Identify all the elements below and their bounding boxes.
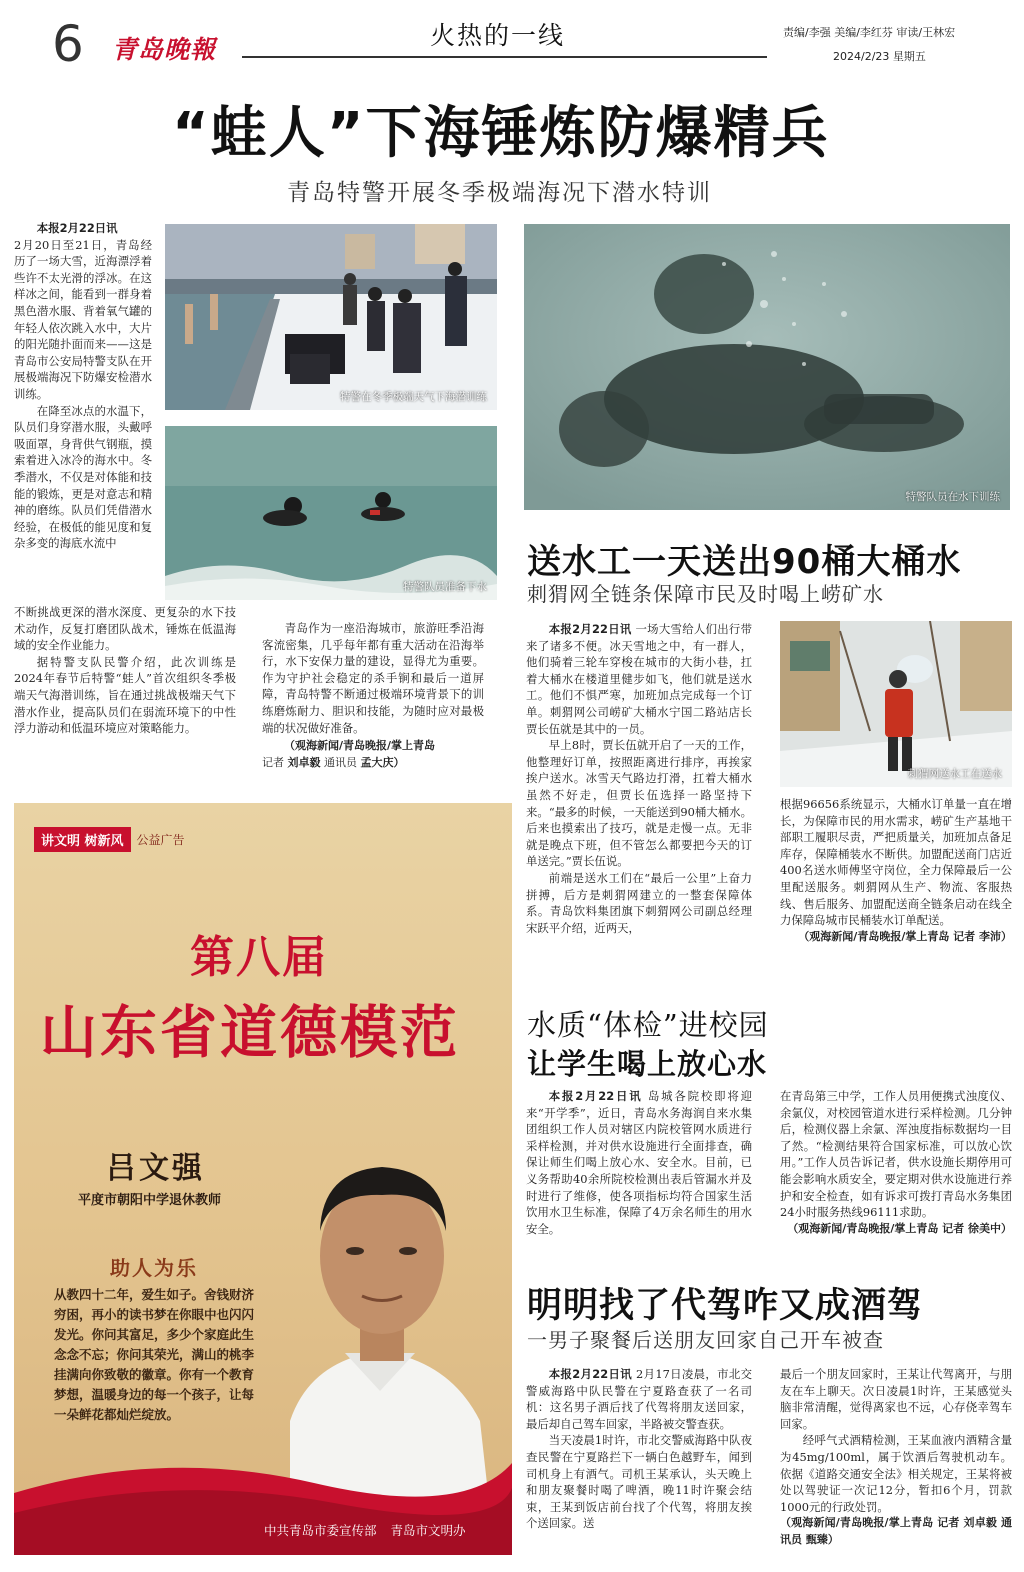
photo-divers-entering	[165, 426, 497, 600]
delivery-illustration	[780, 621, 1012, 787]
drunk-subheadline: 一男子聚餐后送朋友回家自己开车被查	[527, 1328, 884, 1352]
byline-source: （观海新闻/青岛晚报/掌上青岛	[284, 739, 436, 753]
ad-text: 从教四十二年，爱生如子。舍钱财济穷困，再小的读书梦在你眼中也闪闪发光。你问其富足，多少个家庭此生念念不忘；你问其荣光，满山的桃李挂满向你致敬的徽章。你有一个教育梦想，温暖身边的每一个孩子，让每一朵鲜花都灿烂绽放。	[54, 1287, 255, 1422]
byline-reporters: 记者 刘卓毅 通讯员 孟大庆）	[262, 755, 405, 769]
school-paragraph-1: 岛城各院校即将迎来“开学季”，近日，青岛水务海润自来水集团组织工作人员对辖区内院校管网水质进行采样检测，并对供水设施进行全面排查，确保让师生们喝上放心水、安全水。目前，已义务帮助40余所院校检测出表后管漏水并及时进行了维修，使各项指标均符合国家生活饮用水卫生标准，保障了4万余名师生的用水安全。	[526, 1089, 752, 1236]
ad-edition: 第八届	[190, 932, 328, 983]
main-paragraph-2: 在降至冰点的水温下，队员们身穿潜水服，头戴呼吸面罩，身背供气钢瓶，摸索着进入冰冷的海水中。冬季潜水，不仅是对体能和技能的锻炼，更是对意志和精神的磨练。队员们凭借潜水经验，在极低的能见度和复杂多变的海底水流中	[14, 403, 152, 551]
drunk-headline: 明明找了代驾咋又成酒驾	[527, 1286, 924, 1326]
header-rule	[242, 56, 767, 58]
dateline: 本报2月22日讯	[548, 1367, 632, 1381]
drunk-paragraph-4: 经呼气式酒精检测，王某血液内酒精含量为45mg/100ml，属于饮酒后驾驶机动车。依据《道路交通安全法》相关规定，王某将被处以驾驶证一次记12分，暂扣6个月，罚款1000元的行政处罚。	[780, 1433, 1012, 1514]
ad-name: 吕文强	[106, 1151, 205, 1186]
main-wide-text	[14, 604, 236, 737]
photo-caption: 刺猬网送水工在送水	[907, 768, 1002, 780]
main-paragraph-5: 青岛作为一座沿海城市，旅游旺季沿海客流密集，几乎每年都有重大活动在沿海举行，水下安保力量的建设，显得尤为重要。作为守护社会稳定的杀手锏和最后一道屏障，青岛特警不断通过极端环境背景下的训练磨炼耐力、胆识和技能，为随时应对最极端的状况做好准备。	[262, 621, 484, 735]
school-headline-1: 水质“体检”进校园	[527, 1008, 769, 1042]
photo-underwater	[524, 224, 1010, 510]
photo-caption: 特警队员在水下训练	[905, 491, 1000, 503]
ad-award: 山东省道德模范	[40, 1000, 460, 1066]
page-number: 6	[52, 15, 84, 73]
byline: （观海新闻/青岛晚报/掌上青岛 记者 刘卓毅 通讯员 甄臻）	[780, 1516, 1012, 1546]
drunk-paragraph-2: 当天凌晨1时许，市北交警威海路中队夜查民警在宁夏路拦下一辆白色越野车，闻到司机身上有酒气。司机王某承认，头天晚上和朋友聚餐时喝了啤酒，晚11时许聚会结束，王某到饭店前台找了个代驾，将朋友挨个送回家。送	[526, 1433, 752, 1531]
byline: （观海新闻/青岛晚报/掌上青岛 记者 李沛）	[798, 929, 1012, 943]
main-paragraph-1: 2月20日至21日，青岛经历了一场大雪，近海漂浮着些许不太光滑的浮冰。在这样冰之间，能看到一群身着黑色潜水服、背着氧气罐的年轻人依次跳入水中，大片的阳光随扑面而来——这是青岛市公安局特警支队在开展极端海况下防爆安检潜水训练。	[14, 237, 152, 401]
water-column-1	[526, 621, 752, 936]
photo-snow-training	[165, 224, 497, 410]
section-title: 火热的一线	[430, 21, 566, 50]
ad-footer-org-1: 中共青岛市委宣传部	[264, 1523, 377, 1538]
public-service-ad	[14, 803, 512, 1555]
underwater-illustration	[524, 224, 1010, 510]
ad-category: 助人为乐	[110, 1256, 198, 1280]
ad-tag	[34, 827, 185, 852]
school-headline-2: 让学生喝上放心水	[527, 1047, 768, 1081]
dateline: 本报2月22日讯	[36, 221, 118, 235]
drunk-paragraph-1: 2月17日凌晨，市北交警威海路中队民警在宁夏路查获了一名司机：这名男子酒后找了代驾将朋友送回家，最后却自己驾车回家，半路被交警查获。	[526, 1367, 753, 1431]
water-paragraph-1: 一场大雪给人们出行带来了诸多不便。冰天雪地之中，有一群人，他们骑着三轮车穿梭在城市的大街小巷，扛着大桶水在楼道里健步如飞，他们就是送水工。他们不惧严寒，加班加点完成每一个订单。刺猬网公司崂矿大桶水宁国二路站店长贾长伍就是其中的一员。	[526, 622, 752, 736]
water-paragraph-2: 早上8时，贾长伍就开启了一天的工作，他整理好订单，按照距离进行排序，再挨家挨户送水。冰雪天气路边打滑，扛着大桶水虽然不好走，但贾长伍选择一路坚持下来。“最多的时候，一天能送到90桶大桶水。后来也摸索出了技巧，就是走慢一点。无非就是晚点下班，但不管怎么都要把今天的订单送完。”贾长伍说。	[526, 738, 752, 869]
drunk-column-1	[526, 1366, 752, 1532]
dateline: 本报2月22日讯	[548, 1089, 643, 1103]
drunk-paragraph-3: 最后一个朋友回家时，王某让代驾离开，与朋友在车上聊天。次日凌晨1时许，王某感觉头脑非常清醒，觉得离家也不远，心存侥幸驾车回家。	[780, 1367, 1012, 1431]
main-narrow-column	[14, 220, 152, 552]
ad-footer-org-2: 青岛市文明办	[390, 1523, 466, 1538]
school-column-2	[780, 1088, 1012, 1237]
main-subheadline: 青岛特警开展冬季极端海况下潜水特训	[287, 180, 712, 206]
water-subheadline: 刺猬网全链条保障市民及时喝上崂矿水	[527, 582, 884, 606]
main-paragraph-4: 据特警支队民警介绍，此次训练是2024年春节后特警“蛙人”首次组织冬季极端天气海潜训练，旨在通过挑战极端天气下潜水作业，提高队员们在弱流环境下的中性浮力游动和低温环境应对策略能力。	[14, 654, 236, 736]
school-paragraph-2: 在青岛第三中学，工作人员用便携式浊度仪、余氯仪，对校园管道水进行采样检测。几分钟后，检测仪器上余氯、浑浊度指标数据均一目了然。“检测结果符合国家标准，可以放心饮用。”工作人员告诉记者，供水设施长期停用可能会影响水质安全，要定期对供水设施进行养护和安全检查，如有诉求可拨打青岛水务集团24小时服务热线96111求助。	[780, 1089, 1012, 1220]
dateline: 本报2月22日讯	[548, 622, 632, 636]
editors: 责编/李强 美编/李红芬 审读/王林宏	[783, 26, 956, 39]
ad-tag-2: 公益广告	[136, 833, 185, 847]
water-paragraph-3: 前端是送水工们在“最后一公里”上奋力拼搏，后方是刺猬网建立的一整套保障体系。青岛饮料集团旗下刺猬网公司副总经理宋跃平介绍，近两天，	[526, 870, 752, 935]
photo-water-delivery	[780, 621, 1012, 787]
main-paragraph-3: 不断挑战更深的潜水深度、更复杂的水下技术动作，反复打磨团队战术，锤炼在低温海域的安全作业能力。	[14, 605, 236, 653]
water-paragraph-4: 根据96656系统显示，大桶水订单量一直在增长，为保障市民的用水需求，崂矿生产基地干部职工履职尽责，严把质量关，加班加点备足库存，保障桶装水不断供。加盟配送商门店近400名送水师傅坚守岗位，全力保障最后一公里配送服务。刺猬网从生产、物流、客服热线、售后服务、加盟配送商全链条启动在线全力保障岛城市民桶装水订单配送。	[780, 797, 1012, 928]
issue-date: 2024/2/23 星期五	[833, 50, 926, 63]
byline: （观海新闻/青岛晚报/掌上青岛 记者 徐美中）	[787, 1221, 1012, 1235]
sea-scene-illustration	[165, 426, 497, 600]
paper-logo: 青岛晚報	[112, 35, 217, 64]
water-column-2	[780, 796, 1012, 945]
ad-footer	[264, 1521, 466, 1539]
photo-caption: 特警队员准备下水	[403, 581, 487, 593]
snow-scene-illustration	[165, 224, 497, 410]
main-column-2	[262, 620, 484, 771]
water-headline: 送水工一天送出90桶大桶水	[527, 542, 962, 582]
drunk-column-2	[780, 1366, 1012, 1549]
ad-role: 平度市朝阳中学退休教师	[78, 1193, 222, 1208]
main-headline: “蛙人”下海锤炼防爆精兵	[172, 101, 830, 166]
ad-tag-label: 讲文明 树新风	[34, 827, 131, 852]
photo-caption: 特警在冬季极端天气下海潜训练	[340, 391, 487, 403]
school-column-1	[526, 1088, 752, 1237]
